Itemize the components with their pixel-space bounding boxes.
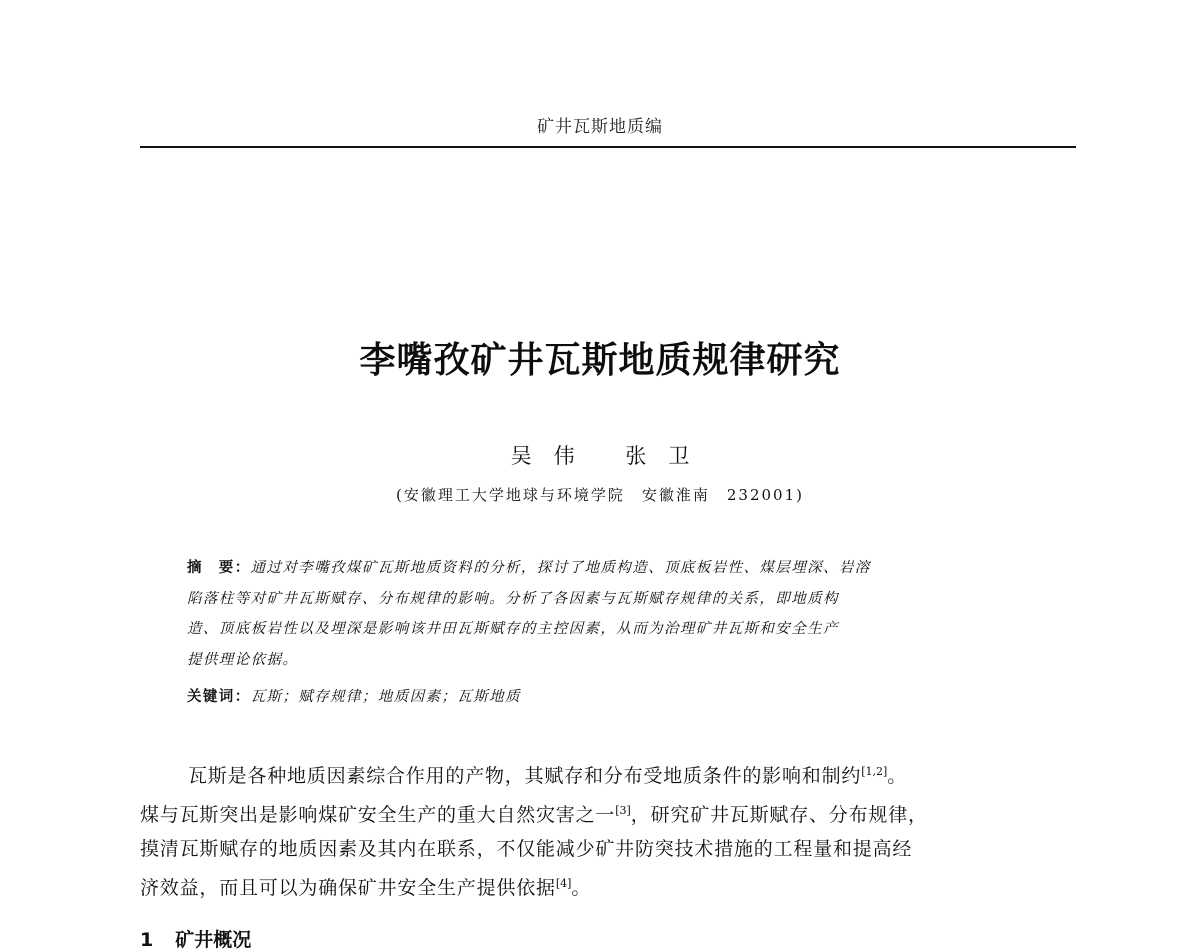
citation-ref: [4]: [555, 876, 572, 890]
abstract-text: 通过对李嘴孜煤矿瓦斯地质资料的分析，探讨了地质构造、顶底板岩性、煤层埋深、岩溶: [250, 560, 871, 576]
section-title: 矿井概况: [175, 929, 252, 951]
authors: 吴伟 张卫: [510, 444, 712, 468]
body-line: [140, 794, 1080, 833]
running-header: 矿井瓦斯地质编: [537, 117, 663, 137]
paper-title: 李嘴孜矿井瓦斯地质规律研究: [359, 340, 841, 381]
keywords: [187, 685, 521, 706]
keywords-text: 瓦斯；赋存规律；地质因素；瓦斯地质: [250, 689, 521, 705]
abstract-line: [187, 553, 1031, 584]
body-text-segment: 济效益，而且可以为确保矿井安全生产提供依据: [140, 876, 556, 899]
abstract-line: 陷落柱等对矿井瓦斯赋存、分布规律的影响。分析了各因素与瓦斯赋存规律的关系，即地质构: [187, 590, 839, 607]
body-text-segment: ，研究矿井瓦斯赋存、分布规律，: [630, 803, 928, 826]
section-heading: [140, 925, 251, 952]
body-text-segment: 。: [571, 876, 592, 899]
abstract: [187, 553, 1031, 675]
affiliation: (安徽理工大学地球与环境学院 安徽淮南 232001): [396, 486, 804, 504]
abstract-line: 提供理论依据。: [187, 651, 299, 668]
body-paragraph: [140, 755, 1080, 905]
body-line: [140, 867, 1080, 906]
section-number: 1: [140, 929, 154, 951]
body-text-segment: 瓦斯是各种地质因素综合作用的产物，其赋存和分布受地质条件的影响和制约: [188, 765, 862, 787]
citation-ref: [1,2]: [861, 765, 888, 778]
citation-ref: [3]: [615, 803, 631, 817]
body-text-segment: 。: [887, 765, 908, 787]
abstract-line: 造、顶底板岩性以及埋深是影响该井田瓦斯赋存的主控因素，从而为治理矿井瓦斯和安全生产: [187, 621, 839, 637]
keywords-label: 关键词：: [187, 689, 251, 705]
abstract-label: 摘 要：: [187, 560, 251, 576]
header-rule: [140, 146, 1076, 148]
body-line: [140, 755, 1080, 794]
body-line: 摸清瓦斯赋存的地质因素及其内在联系，不仅能减少矿井防突技术措施的工程量和提高经: [140, 838, 913, 860]
body-text-segment: 煤与瓦斯突出是影响煤矿安全生产的重大自然灾害之一: [140, 803, 616, 826]
